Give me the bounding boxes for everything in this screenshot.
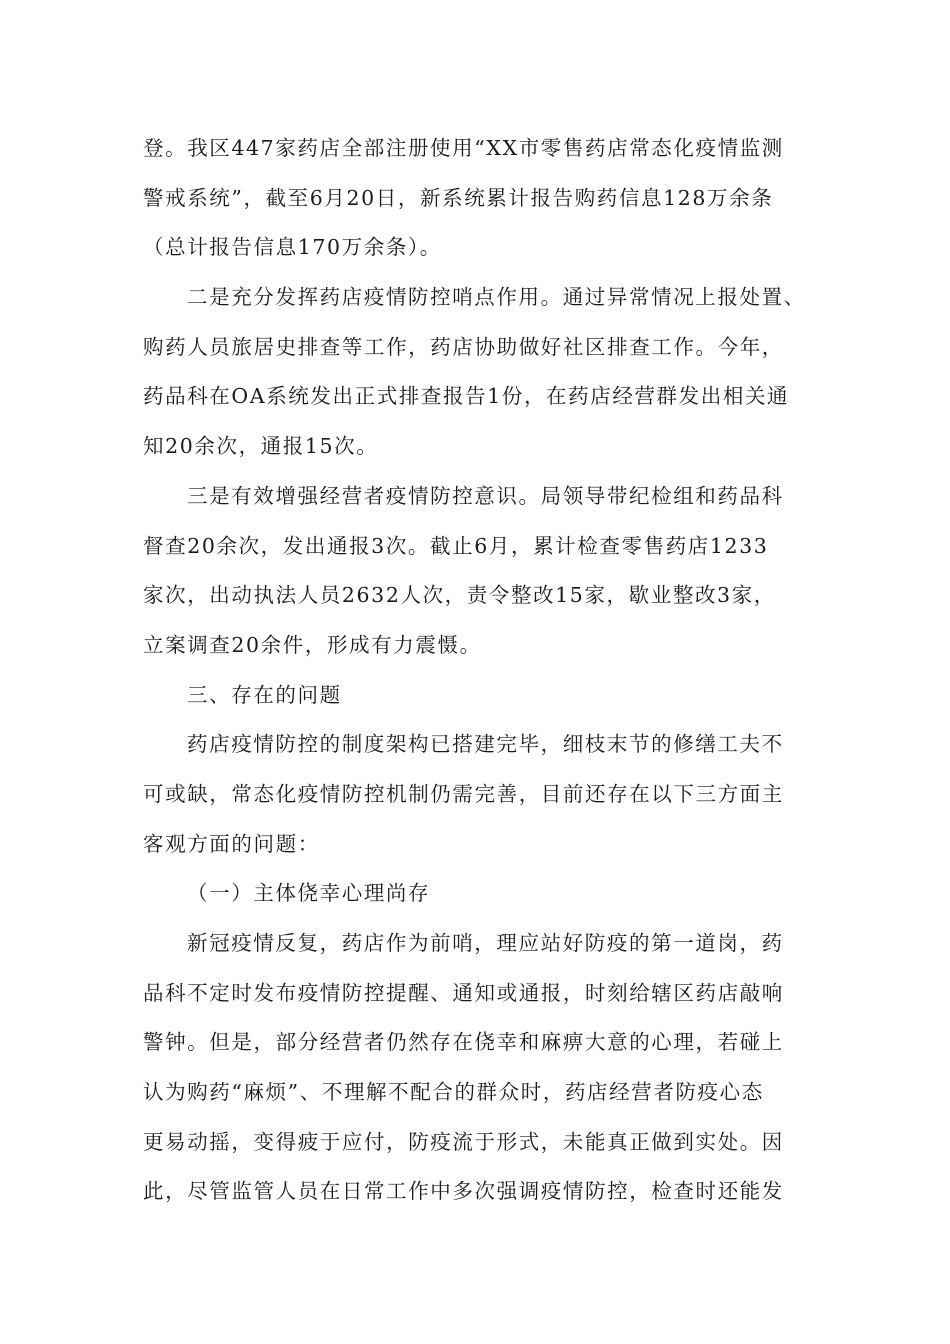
text-line: 品科不定时发布疫情防控提醒、通知或通报，时刻给辖区药店敲响 xyxy=(143,980,784,1005)
text-line: 可或缺，常态化疫情防控机制仍需完善，目前还存在以下三方面主 xyxy=(143,781,784,806)
text-line: 二是充分发挥药店疫情防控哨点作用。通过异常情况上报处置、 xyxy=(187,285,806,310)
text-line: 更易动摇，变得疲于应付，防疫流于形式，未能真正做到实处。因 xyxy=(143,1129,784,1154)
text-line: 三是有效增强经营者疫情防控意识。局领导带纪检组和药品科 xyxy=(187,483,784,508)
text-line: 新冠疫情反复，药店作为前哨，理应站好防疫的第一道岗，药 xyxy=(187,931,784,955)
text-line: 知20余次，通报15次。 xyxy=(143,434,379,459)
document-body xyxy=(143,124,823,1217)
text-line: 家次，出动执法人员2632人次，责令整改15家，歇业整改3家， xyxy=(143,583,776,608)
text-line: 立案调查20余件，形成有力震慑。 xyxy=(143,632,482,657)
text-line: 此，尽管监管人员在日常工作中多次强调疫情防控，检查时还能发 xyxy=(143,1179,784,1204)
text-line: 客观方面的问题： xyxy=(143,831,320,856)
text-line: 认为购药“麻烦”、不理解不配合的群众时，药店经营者防疫心态 xyxy=(143,1080,764,1105)
subsection-heading: （一）主体侥幸心理尚存 xyxy=(187,881,431,906)
section-heading: 三、存在的问题 xyxy=(187,682,342,707)
text-line: 药品科在OA系统发出正式排查报告1份，在药店经营群发出相关通 xyxy=(143,384,790,409)
text-line: 购药人员旅居史排查等工作，药店协助做好社区排查工作。今年， xyxy=(143,334,784,359)
text-line: 警钟。但是，部分经营者仍然存在侥幸和麻痹大意的心理，若碰上 xyxy=(143,1030,784,1055)
text-line: 督查20余次，发出通报3次。截止6月，累计检查零售药店1233 xyxy=(143,533,769,558)
text-line: （总计报告信息170万余条）。 xyxy=(143,235,442,260)
text-line: 药店疫情防控的制度架构已搭建完毕，细枝末节的修缮工夫不 xyxy=(187,732,784,757)
text-line: 登。我区447家药店全部注册使用“XX市零售药店常态化疫情监测 xyxy=(143,136,784,160)
text-line: 警戒系统”，截至6月20日，新系统累计报告购药信息128万余条 xyxy=(143,185,774,210)
